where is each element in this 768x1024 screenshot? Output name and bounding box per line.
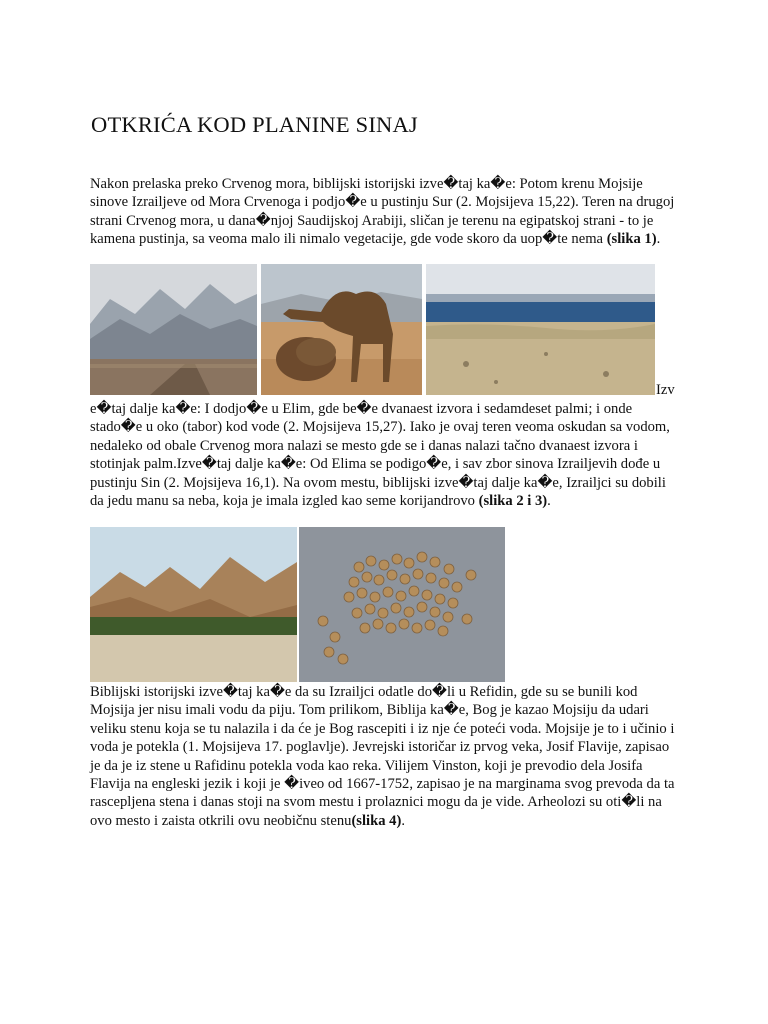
paragraph-2-start: Izv (656, 382, 675, 398)
paragraph-3-text: Biblijski istorijski izve�taj ka�e da su Izrailjci odatle do�li u Refidin, gde su se bunili kod Mojsija jer nisu imali vodu da piju. Tom prilikom, Biblija ka�e, Bog je kazao Mojsiju da udari veliku stenu koja se tu nalazila i da će je Bog rascepiti i iz nje će poteći voda. Mojsije je to i učinio i voda je potekla (1. Mojsijeva 17. poglavlje). Jevrejski istoričar iz prvog veka, Josif Flavije, zapisao je da je iz stene u Rafidinu potekla voda kao reka. Vilijem Vinston, koji je prevodio dela Josifa Flavija na engleski jezik i koji je �iveo od 1667-1752, zapisao je na marginama svog prevoda da ta rascepljena stena i danas stoji na svom mestu i prolaznici mogu da je vide. Arheolozi su oti�li na ovo mesto i zaista otkrili ovu neobičnu stenu (90, 684, 675, 829)
paragraph-1 (90, 175, 682, 249)
figure-ref-4: (slika 4) (351, 812, 402, 829)
figure-ref-1: (slika 1) (606, 231, 657, 248)
page-title: OTKRIĆA KOD PLANINE SINAJ (91, 112, 418, 137)
paragraph-3 (90, 683, 682, 830)
paragraph-3-end: . (401, 812, 405, 829)
paragraph-2 (90, 400, 682, 510)
sea-coast-desert-photo (426, 264, 655, 395)
desert-mountains-photo (90, 264, 257, 395)
paragraph-1-text: Nakon prelaska preko Crvenog mora, biblijski istorijski izve�taj ka�e: Potom krenu Mojsije sinove Izrailjeve od Mora Crvenoga i podjo�e u pustinju Sur (2. Mojsijeva 15,22). Teren na drugoj strani Crvenog mora, u dana�njoj Saudijskoj Arabiji, sličan je terenu na egipatskoj strani - to je kamena pustinja, sa veoma malo ili nimalo vegetacije, gde vode skoro da uop�te nema (90, 176, 675, 248)
paragraph-2-end: . (547, 493, 551, 510)
figure-ref-2: (slika 2 i 3) (478, 493, 548, 510)
coriander-seeds-photo (299, 527, 505, 682)
paragraph-2-text: e�taj dalje ka�e: I dodjo�e u Elim, gde be�e dvanaest izvora i sedamdeset palmi; i onde stado�e u oko (tabor) kod vode (2. Mojsijeva 15,27). Iako je ovaj teren veoma oskudan sa vodom, nedaleko od obale Crvenog mora nalazi se mesto gde se i danas nalazi tačno dvanaest izvora i stotinjak palm.Izve�taj dalje ka�e: Od Elima se podigo�e, i sav zbor sinova Izrailjevih dođe u pustinju Sin (2. Mojsijeva 16,1). Na ovom mestu, biblijski izve�taj dalje ka�e, Izrailjci su dobili da jedu manu sa neba, koja je imala izgled kao seme korijandrovo (90, 401, 670, 510)
paragraph-1-end: . (656, 231, 661, 248)
camel-photo (261, 264, 422, 395)
oasis-hills-photo (90, 527, 297, 682)
